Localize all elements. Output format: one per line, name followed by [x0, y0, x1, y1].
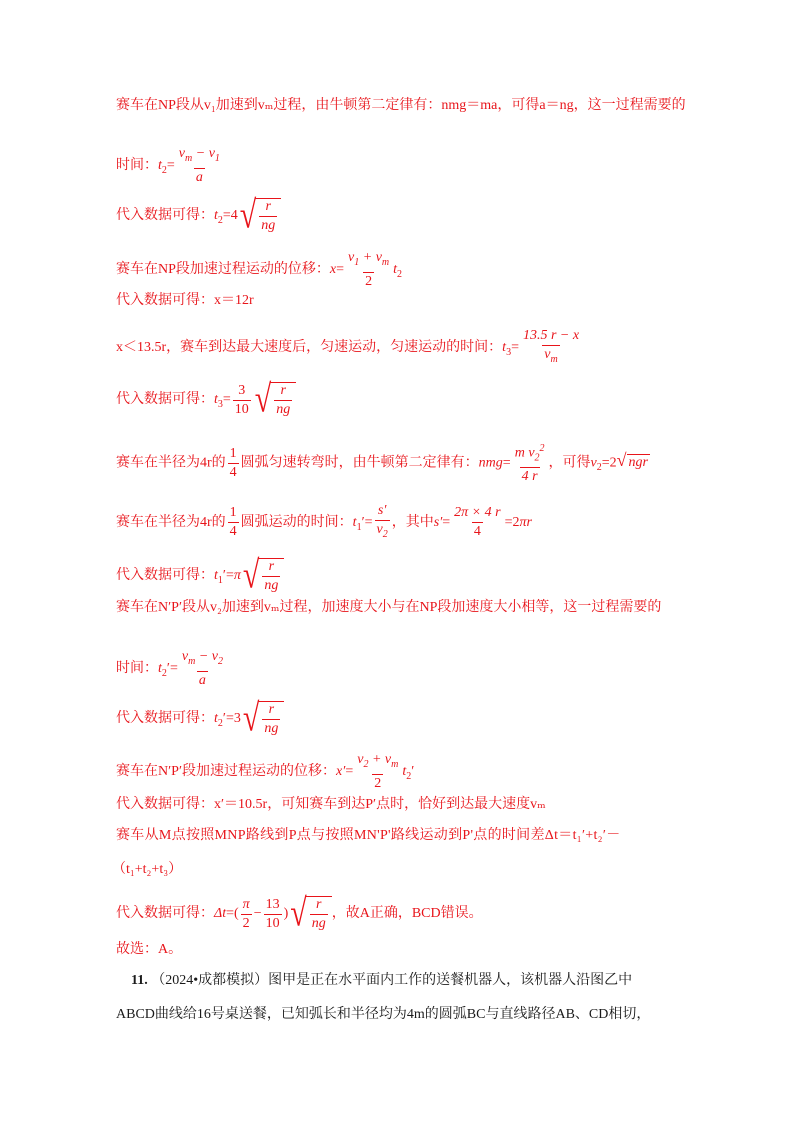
- formula-v2: 赛车在半径为4r的 $\frac{1}{4}$ 圆弧匀速转弯时，由牛顿第二定律有：nmg= $\frac{m v_2^2}{4 r}$ ，可得$v_2=2√$ ngr: [116, 443, 648, 485]
- text-line-x-prime-result: 代入数据可得：x′＝10.5r，可知赛车到达P′点时，恰好到达最大速度vₘ: [116, 797, 546, 812]
- question-number: 11.: [131, 973, 148, 988]
- formula-t2-prime: 时间：$t_2'=$ $\frac{v_m - v_2}{a}$: [116, 649, 223, 688]
- formula-t3: x＜13.5r，赛车到达最大速度后，匀速运动，匀速运动的时间：$t_3=$ $\frac{13.5 r - x}{v_m}$: [116, 328, 583, 368]
- text-line-np-prime-accel: 赛车在N′P′段从v₂加速到vₘ过程，加速度大小与在NP段加速度大小相等，这一过程需要的: [116, 600, 662, 615]
- formula-t2: 时间：$t_2=$ $\frac{v_m - v_1}{a}$: [116, 146, 220, 185]
- question-text: （2024•成都模拟）图甲是正在水平面内工作的送餐机器人，该机器人沿图乙中: [151, 973, 633, 988]
- formula-t1-prime-result: 代入数据可得：$t_1'=\pi$ √ $\frac{r}{ng}$: [116, 558, 284, 594]
- formula-t2-prime-result: 代入数据可得：$t_2'=3$ √ $\frac{r}{ng}$: [116, 701, 284, 737]
- question-11-line2: ABCD曲线给16号桌送餐，已知弧长和半径均为4m的圆弧BC与直线路径AB、CD相切，: [116, 1007, 651, 1022]
- formula-t1-prime: 赛车在半径为4r的 $\frac{1}{4}$ 圆弧运动的时间：$t_1'=$ $\frac{s'}{v_2}$ ，其中s′= $\frac{2\pi \times 4 r}{4}$ =2πr: [116, 503, 532, 543]
- text-line-x-result: 代入数据可得：x＝12r: [116, 293, 254, 308]
- question-11-line1: [131, 971, 632, 991]
- formula-t2-result: 代入数据可得：$t_2=4$ √ $\frac{r}{ng}$: [116, 198, 281, 234]
- formula-x: 赛车在NP段加速过程运动的位移：x= $\frac{v_1 + v_m}{2}$ $t_2$: [116, 250, 403, 289]
- text-line-time-diff: 赛车从M点按照MNP路线到P点与按照MN'P'路线运动到P'点的时间差Δt＝t₁′+t₂′－: [116, 828, 621, 843]
- text-line-np-accel: 赛车在NP段从v₁加速到vₘ过程，由牛顿第二定律有：nmg＝ma，可得a＝ng，这一过程需要的: [116, 98, 686, 113]
- text-line-answer: 故选：A。: [116, 942, 183, 957]
- formula-x-prime: 赛车在N′P′段加速过程运动的位移：x′= $\frac{v_2 + v_m}{2}$ $t_2'$: [116, 752, 415, 791]
- formula-delta-t: 代入数据可得：Δt=( $\frac{\pi}{2}$ − $\frac{13}{10}$ ) √ $\frac{r}{ng}$ ，故A正确，BCD错误。: [116, 891, 483, 935]
- text-line-time-sum: （t₁+t₂+t₃）: [112, 862, 183, 877]
- formula-t3-result: 代入数据可得：$t_3=$ $\frac{3}{10}$ √ $\frac{r}{ng}$: [116, 382, 296, 418]
